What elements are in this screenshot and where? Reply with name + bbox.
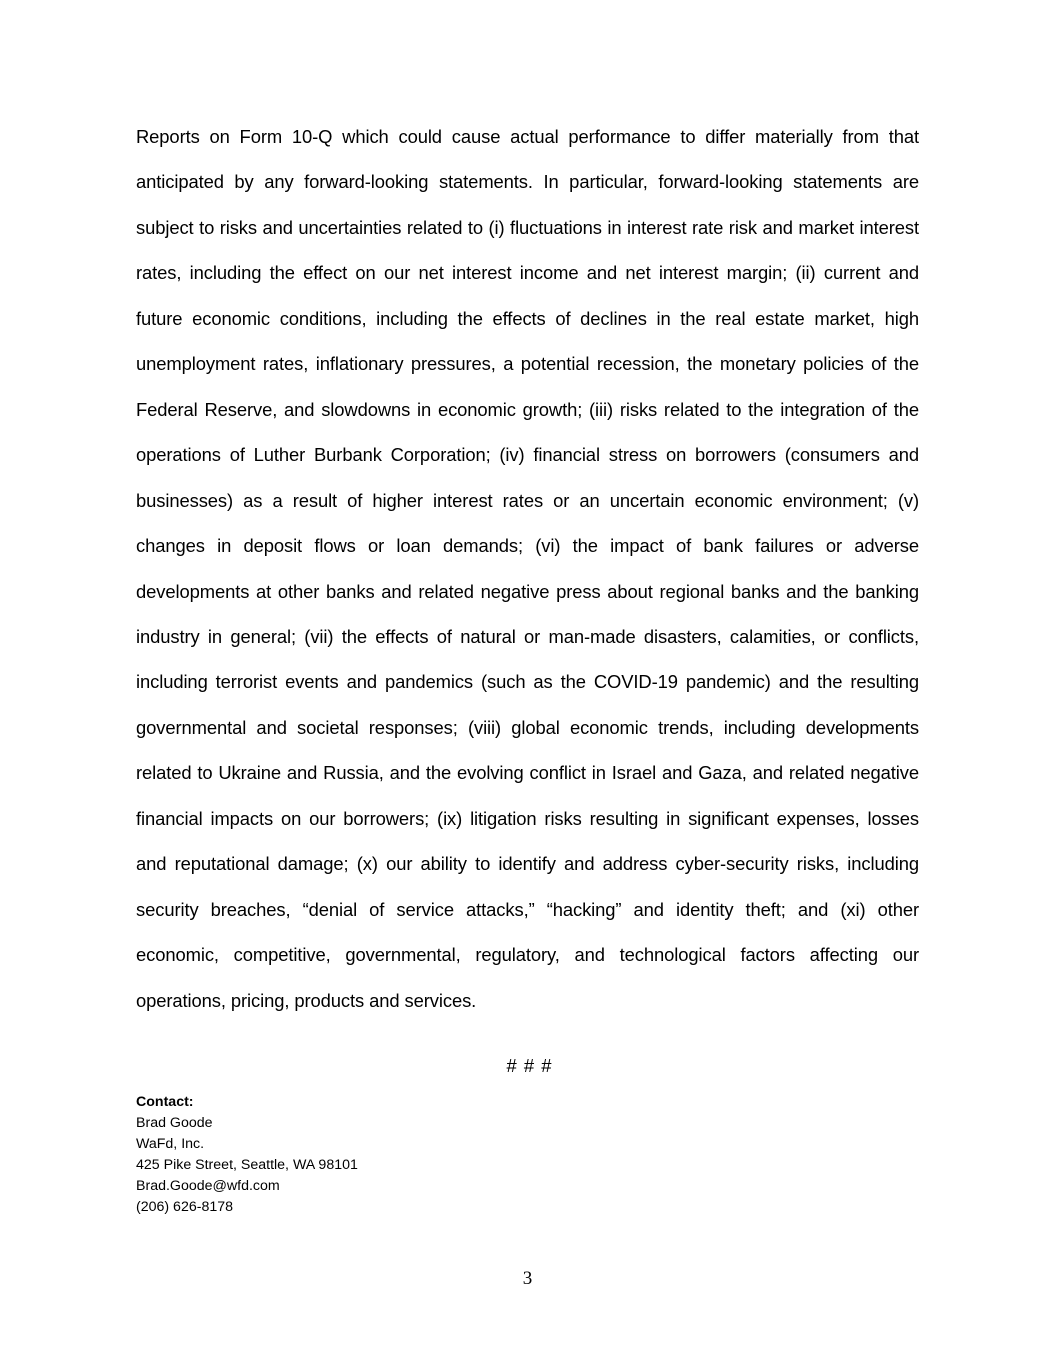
contact-heading: Contact: (136, 1094, 194, 1110)
contact-name: Brad Goode (136, 1115, 213, 1132)
contact-phone: (206) 626-8178 (136, 1199, 234, 1216)
contact-address: 425 Pike Street, Seattle, WA 98101 (136, 1157, 358, 1174)
body-paragraph: Reports on Form 10-Q which could cause actual performance to differ materially from that anticipated by any forward-looking statements. In particular, forward-looking statements are subject to risks and uncertainties related to (i) fluctuations in interest rate risk and market interest rates, including the effect on our net interest income and net interest margin; (ii) current and future economic conditions, including the effects of declines in the real estate market, high unemployment rates, inflationary pressures, a potential recession, the monetary policies of the Federal Reserve, and slowdowns in economic growth; (iii) risks related to the integration of the operations of Luther Burbank Corporation; (iv) financial stress on borrowers (consumers and businesses) as a result of higher interest rates or an uncertain economic environment; (v) changes in deposit flows or loan demands; (vi) the impact of bank failures or adverse developments at other banks and related negative press about regional banks and the banking industry in general; (vii) the effects of natural or man-made disasters, calamities, or conflicts, including terrorist events and pandemics (such as the COVID-19 pandemic) and the resulting governmental and societal responses; (viii) global economic trends, including developments related to Ukraine and Russia, and the evolving conflict in Israel and Gaza, and related negative financial impacts on our borrowers; (ix) litigation risks resulting in significant expenses, losses and reputational damage; (x) our ability to identify and address cyber-security risks, including security breaches, “denial of service attacks,” “hacking” and identity theft; and (xi) other economic, competitive, governmental, regulatory, and technological factors affecting our operations, pricing, products and services. (136, 126, 919, 1011)
contact-block (136, 1092, 358, 1219)
section-separator: # # # (506, 1055, 553, 1076)
page-number: 3 (522, 1268, 533, 1289)
contact-company: WaFd, Inc. (136, 1136, 205, 1153)
contact-email: Brad.Goode@wfd.com (136, 1178, 280, 1195)
